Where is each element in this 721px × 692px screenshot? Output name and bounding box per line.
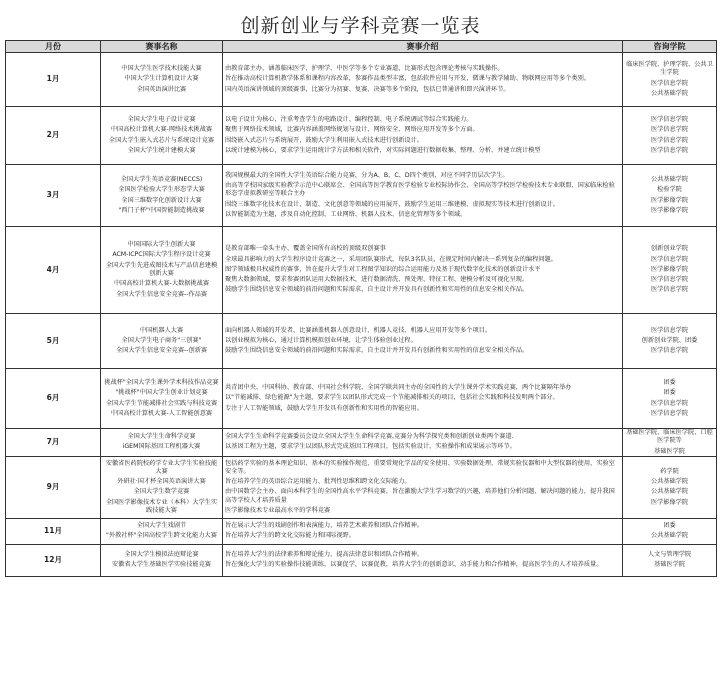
competition-name-cell-line: 全国英语演讲比赛 <box>136 85 187 93</box>
competition-desc-cell-line: 由教育部主办，涵盖临床医学、护理学、中医学等多个专业赛道，比赛形式包含理论考核与实践操作。 <box>225 65 504 73</box>
college-cell-line: 药学院 <box>660 467 679 475</box>
college-cell-line: 医学信息学院 <box>650 255 689 263</box>
college-cell-line: 团委 <box>663 389 676 397</box>
table-row <box>6 544 717 576</box>
competition-name-cell <box>101 165 223 227</box>
competition-name-cell-line: 全国大学生统计建模大赛 <box>127 146 196 154</box>
table-row <box>6 314 717 369</box>
college-cell-line: 基础医学院、临床医学院、口腔医学院等 <box>626 429 713 445</box>
competition-desc-cell-line: 全国大学生生命科学竞赛委员会设立全国大学生生命科学竞赛,竞赛分为科学探究类和创新创业类两个赛道. <box>225 433 514 441</box>
competition-name-cell <box>101 456 223 518</box>
competition-desc-cell <box>223 165 623 227</box>
college-cell-line: 公共基础学院 <box>650 89 689 97</box>
competition-desc-cell-line: 旨在培养大学生的跨文化交际能力和国际视野。 <box>225 532 355 540</box>
competition-desc-cell-line: 以电子设计为核心，注重考查学生的电路设计、编程控制、电子系统调试等综合实践能力。 <box>225 115 473 123</box>
table-row <box>6 369 717 429</box>
competition-name-cell <box>101 518 223 544</box>
competition-name-cell-line: 全国医学检验大学生形态学大赛 <box>118 186 205 194</box>
competition-desc-cell-line: 旨在展示大学生的戏剧创作和表演能力，培养艺术素养和团队合作精神。 <box>225 522 423 530</box>
table-row <box>6 107 717 165</box>
month-cell: 3月 <box>6 165 101 227</box>
competition-desc-cell-line: 旨在培养学生的英语综合运用能力、批判性思维和跨文化交际能力。 <box>225 478 411 486</box>
college-cell-line: 人文与管理学院 <box>647 551 692 559</box>
month-cell: 7月 <box>6 429 101 457</box>
competition-desc-cell-line: 围绕嵌入式芯片与系统展开，鼓励大学生利用嵌入式技术进行创新设计。 <box>225 136 423 144</box>
competition-desc-cell-line: 我国规模最大的全国性大学生英语综合能力竞赛，分为A、B、C、D四个类别，对应不同学历层次学生。 <box>225 171 509 179</box>
competition-desc-cell-line: 旨在强化大学生的实验操作技能训练，以赛促学，以赛促教，培养大学生的创新意识、动手能力和合作精神，提高医学生的人才培养质量。 <box>225 561 603 569</box>
competition-name-cell-line: "挑战杯"中国大学生创业计划竞赛 <box>115 389 208 397</box>
competition-desc-cell-line: 以统计建模为核心，要求学生运用统计学方法和相关软件，对实际问题进行数据收集、整理、分析、并建立统计模型 <box>225 146 541 154</box>
competition-desc-cell-line: 面向机器人领域的开发者，比赛涵盖机器人创意设计、机器人竞技、机器人应用开发等多个项目。 <box>225 326 492 334</box>
competition-desc-cell-line: 国内英语演讲领域的顶级赛事，比赛分为初赛、复赛、决赛等多个阶段，包括已普通讲和即兴演讲环节。 <box>225 85 510 93</box>
competition-desc-cell <box>223 107 623 165</box>
college-cell <box>623 369 717 429</box>
month-cell: 4月 <box>6 227 101 314</box>
college-cell-line: 医学影像学院 <box>650 196 689 204</box>
competition-desc-cell <box>223 227 623 314</box>
competition-desc-cell-line: 鼓励学生围绕信息安全领域的前沿问题和实际需求，自主设计并开发具有创新性和实用性的信息安全相关作品。 <box>225 286 529 294</box>
college-cell-line: 医学影像学院 <box>650 265 689 273</box>
competition-name-cell-line: 全国大学生数学竞赛 <box>133 488 190 496</box>
table-header-row <box>6 41 717 53</box>
college-cell-line: 医学影像学院 <box>650 498 689 506</box>
competition-desc-cell-line: 鼓励学生围绕信息安全领域的前沿问题和实际需求，自主设计并开发具有创新性和实用性的信息安全相关作品。 <box>225 347 529 355</box>
competition-desc-cell <box>223 544 623 576</box>
competition-name-cell-line: 全国大学生节能减排社会实践与科技竞赛 <box>105 399 218 407</box>
college-cell-line: 基础医学院 <box>654 561 685 569</box>
college-cell <box>623 107 717 165</box>
competition-table <box>5 40 717 577</box>
month-cell: 6月 <box>6 369 101 429</box>
college-cell <box>623 227 717 314</box>
competition-name-cell-line: 中国国际大学生创新大赛 <box>127 241 196 249</box>
college-cell-line: 医学影像学院 <box>650 206 689 214</box>
competition-desc-cell-line: 以基因工程为主题，要求学生以团队形式完成基因工程项目，包括实验设计、实验操作和成果展示等环节。 <box>225 443 516 451</box>
table-row <box>6 227 717 314</box>
competition-desc-cell-line: 包括药学实验的基本理论知识、基本的实验操作规范、重要常规化学品的安全使用、实验数据处理、常规实验仪器和中大型仪器的使用、实验室安全等。 <box>225 459 615 475</box>
competition-desc-cell-line: 是教育部唯一牵头主办、覆盖全国所有高校的顶级双创赛事 <box>225 245 386 253</box>
college-cell-line: 临床医学院、护理学院、公共卫生学院 <box>626 60 713 77</box>
competition-name-cell-line: 中国高校计算机大赛-网络技术挑战赛 <box>110 126 213 134</box>
college-cell-line: 基础医学院 <box>654 447 685 455</box>
college-cell-line: 医学信息学院 <box>650 79 689 87</box>
table-row <box>6 456 717 518</box>
competition-name-cell <box>101 544 223 576</box>
competition-desc-cell-line: 旨在培养大学生的法律素养和辩论能力，提高法律意识和团队合作精神。 <box>225 551 423 559</box>
college-cell-line: 创新创业学院、团委 <box>641 336 698 344</box>
competition-desc-cell-line: 旨在推动高校计算机教学体系和课程内容改革，参赛作品类型丰富，包括软件应用与开发、微课与教学辅助、物联网应用等多个类别。 <box>225 75 591 83</box>
month-cell: 1月 <box>6 53 101 107</box>
competition-name-cell <box>101 53 223 107</box>
competition-desc-cell <box>223 429 623 457</box>
competition-name-cell <box>101 369 223 429</box>
competition-name-cell-line: 全国三维数字化创新设计大赛 <box>121 196 202 204</box>
competition-name-cell <box>101 314 223 369</box>
competition-name-cell-line: 全国大学生嵌入式芯片与系统设计竞赛 <box>108 136 215 144</box>
month-cell: 2月 <box>6 107 101 165</box>
competition-name-cell-line: 外研社·国才杯全国英语演讲大赛 <box>117 478 206 486</box>
header-month: 月份 <box>6 41 101 53</box>
college-cell-line: 团委 <box>663 522 676 530</box>
month-cell: 5月 <box>6 314 101 369</box>
competition-name-cell-line: 中国高校计算机大赛-人工智能创意赛 <box>110 409 213 417</box>
header-desc: 赛事介绍 <box>223 41 623 53</box>
competition-desc-cell-line: 以"节能减排、绿色能源"为主题，要求学生以团队形式完成一个节能减排相关的项目，包括社会实践和科技发明两个部分。 <box>225 394 559 402</box>
college-cell <box>623 544 717 576</box>
college-cell-line: 医学信息学院 <box>650 115 689 123</box>
competition-name-cell-line: 全国大学生电子设计竞赛 <box>127 115 196 123</box>
competition-desc-cell-line: 专注于人工智能领域，鼓励大学生开发具有创新性和实用性的智能应用。 <box>225 404 423 412</box>
college-cell <box>623 53 717 107</box>
competition-name-cell-line: 安徽省大学生基础医学实验技能竞赛 <box>112 561 211 569</box>
competition-name-cell-line: 安徽省医药院校药学专业大学生实验技能大赛 <box>105 459 218 475</box>
competition-name-cell-line: iGEM国际基因工程机器大赛 <box>122 443 201 451</box>
competition-desc-cell-line: 全球最具影响力的大学生程序设计竞赛之一，采用团队赛形式，每队3名队员，在规定时间内解决一系列复杂的编程问题。 <box>225 255 557 263</box>
table-body <box>6 53 717 577</box>
competition-desc-cell-line: 由中国数学会主办、面向本科学生的全国性高水平学科竞赛，旨在激励大学生学习数学的兴趣，培养他们分析问题、解决问题的能力，提升我国高等学校人才培养质量 <box>225 488 615 504</box>
competition-name-cell-line: 中国大学生医学技术技能大赛 <box>121 65 202 73</box>
month-cell: 9月 <box>6 456 101 518</box>
competition-name-cell-line: ACM-ICPC国际大学生程序设计竞赛 <box>112 251 211 259</box>
college-cell-line: 创新创业学院 <box>650 245 689 253</box>
college-cell <box>623 518 717 544</box>
competition-desc-cell <box>223 456 623 518</box>
competition-desc-cell <box>223 53 623 107</box>
competition-desc-cell-line: 医学影像技术专业最高水平的学科竞赛 <box>225 506 331 514</box>
competition-desc-cell <box>223 369 623 429</box>
college-cell-line: 医学信息学院 <box>650 399 689 407</box>
college-cell-line: 医学信息学院 <box>650 347 689 355</box>
competition-name-cell <box>101 107 223 165</box>
college-cell-line: 医学信息学院 <box>650 146 689 154</box>
competition-name-cell-line: 全国大学生戏剧节 <box>136 522 187 530</box>
competition-desc-cell-line: 聚焦大数据领域，要求参赛团队运用大数据技术，进行数据清洗、预处理、特征工程、建模分析及可视化呈现。 <box>225 276 529 284</box>
competition-desc-cell-line: 共青团中央、中国科协、教育部、中国社会科学院、全国学联共同主办的全国性的大学生课外学术实践竞赛，两个比赛隔年举办 <box>225 384 572 392</box>
competition-name-cell-line: 全国大学生电子商务"三创赛" <box>121 336 202 344</box>
competition-name-cell-line: 全国大学生信息安全竞赛--创新赛 <box>115 347 208 355</box>
competition-desc-cell <box>223 314 623 369</box>
college-cell-line: 医学信息学院 <box>650 326 689 334</box>
college-cell-line: 医学信息学院 <box>650 126 689 134</box>
college-cell <box>623 429 717 457</box>
competition-desc-cell-line: 以创业模拟为核心，通过计算机模拟创业环境，让学生体验创业过程。 <box>225 336 417 344</box>
competition-name-cell <box>101 227 223 314</box>
header-college: 咨询学院 <box>623 41 717 53</box>
competition-name-cell-line: 中国高校计算机大赛-大数据挑战赛 <box>113 280 210 288</box>
competition-desc-cell-line: 由高等学校国家级实验教学示范中心联席会、全国高等医学教育医学检验专业校际协作会、全国高等学校医学检验技术专业联盟、国家临床检验形态学虚拟教研室等联合主办 <box>225 182 615 198</box>
college-cell-line: 检验学院 <box>657 186 682 194</box>
competition-name-cell-line: 全国大学生模拟法庭辩论赛 <box>124 551 199 559</box>
header-name: 赛事名称 <box>101 41 223 53</box>
college-cell-line: 医学信息学院 <box>650 409 689 417</box>
month-cell: 11月 <box>6 518 101 544</box>
competition-name-cell-line: 挑战杯"全国大学生课外学术科技作品竞赛 <box>104 378 219 386</box>
college-cell <box>623 165 717 227</box>
table-row <box>6 53 717 107</box>
competition-name-cell-line: 全国大学生生命科学竞赛 <box>127 433 196 441</box>
college-cell-line: 医学信息学院 <box>650 136 689 144</box>
college-cell-line: 公共基础学院 <box>650 532 689 540</box>
page-title: 创新创业与学科竞赛一览表 <box>240 15 481 37</box>
competition-desc-cell-line: 围绕三维数字化技术在设计、制造、文化创意等领域的应用展开，鼓励学生运用三维建模、虚拟现实等技术进行创新设计。 <box>225 200 560 208</box>
college-cell-line: 医学信息学院 <box>650 276 689 284</box>
table-row <box>6 429 717 457</box>
competition-name-cell-line: "外教社杯"全国高校学生跨文化能力大赛 <box>106 532 217 540</box>
college-cell <box>623 456 717 518</box>
competition-name-cell-line: 全国大学生先进成图技术与产品信息建模创新大赛 <box>105 261 218 277</box>
college-cell-line: 医学信息学院 <box>650 286 689 294</box>
competition-name-cell <box>101 429 223 457</box>
table-row <box>6 518 717 544</box>
month-cell: 12月 <box>6 544 101 576</box>
college-cell <box>623 314 717 369</box>
competition-name-cell-line: 全国大学生英语竞赛(NECCS) <box>120 175 203 183</box>
competition-desc-cell <box>223 518 623 544</box>
competition-desc-cell-line: 以智能制造为主题，涉及自动化控制、工业网络、机器人技术、信息化管理等多个领域。 <box>225 210 467 218</box>
college-cell-line: 团委 <box>663 378 676 386</box>
competition-name-cell-line: 中国大学生计算机设计大赛 <box>124 75 199 83</box>
table-row <box>6 165 717 227</box>
competition-name-cell-line: "西门子杯"中国智能制造挑战赛 <box>118 206 205 214</box>
competition-name-cell-line: 中国机器人大赛 <box>139 326 184 334</box>
competition-name-cell-line: 全国医学影像技术专业（本科）大学生实践技能大赛 <box>105 498 218 514</box>
college-cell-line: 公共基础学院 <box>650 175 689 183</box>
college-cell-line: 公共基础学院 <box>650 488 689 496</box>
college-cell-line: 公共基础学院 <box>650 478 689 486</box>
competition-desc-cell-line: 聚焦于网络技术领域，比赛内容涵盖网络规划与设计、网络安全、网络应用开发等多个方面。 <box>225 126 479 134</box>
competition-desc-cell-line: 图学领域极具权威性的赛事，旨在提升大学生对工程图学知识的综合运用能力及基于现代数字化技术的创新设计水平 <box>225 265 541 273</box>
competition-name-cell-line: 全国大学生信息安全竞赛--作品赛 <box>115 290 208 298</box>
